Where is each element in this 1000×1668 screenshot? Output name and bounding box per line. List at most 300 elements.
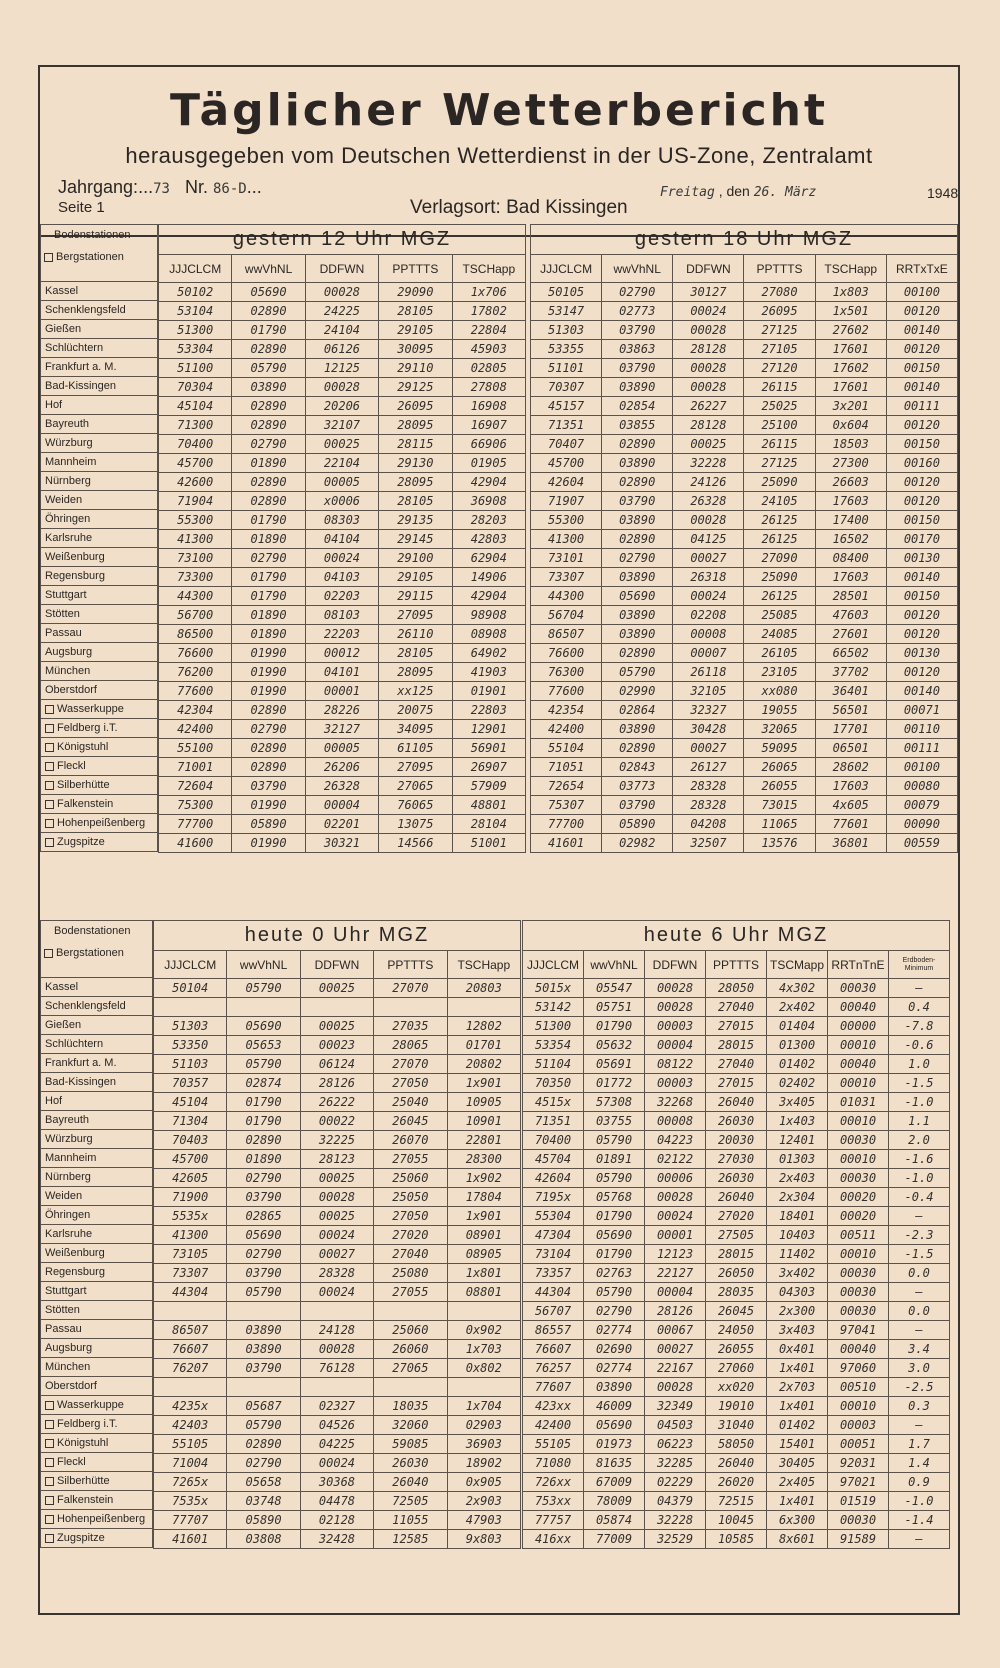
table-cell: 00071 xyxy=(886,701,957,720)
table-cell: 51300 xyxy=(523,1017,584,1036)
table-cell: 00004 xyxy=(645,1283,706,1302)
table-cell: 26040 xyxy=(706,1188,767,1207)
station-name-text: Wasserkuppe xyxy=(57,1399,124,1411)
table-cell: 70350 xyxy=(523,1074,584,1093)
berg-label-text: Bergstationen xyxy=(56,251,124,263)
table-cell: 32060 xyxy=(374,1416,447,1435)
table-row xyxy=(531,359,958,378)
table-row xyxy=(154,1055,521,1074)
table-cell: 20206 xyxy=(305,397,378,416)
table-cell: 97041 xyxy=(828,1321,889,1340)
station-name-text: Oberstdorf xyxy=(45,1380,97,1392)
table-cell: 08122 xyxy=(645,1055,706,1074)
table-cell: 3x403 xyxy=(767,1321,828,1340)
table-row xyxy=(531,701,958,720)
station-name-text: Nürnberg xyxy=(45,1171,91,1183)
table-cell: 01890 xyxy=(227,1150,300,1169)
table-cell: 12901 xyxy=(452,720,525,739)
table-cell: 42904 xyxy=(452,587,525,606)
table-row xyxy=(531,416,958,435)
table-row xyxy=(523,979,950,998)
table-cell: 1x901 xyxy=(447,1207,520,1226)
table-cell: 03808 xyxy=(227,1530,300,1549)
table-cell: 3x201 xyxy=(815,397,886,416)
table-cell: 00027 xyxy=(300,1245,373,1264)
table-cell: 01772 xyxy=(584,1074,645,1093)
table-cell: 05690 xyxy=(584,1226,645,1245)
table-row xyxy=(159,378,526,397)
station-name xyxy=(40,1187,153,1206)
table-cell: 55300 xyxy=(159,511,232,530)
square-marker-icon xyxy=(45,1439,54,1448)
column-header: PPTTTS xyxy=(374,951,447,979)
table-cell xyxy=(447,1378,520,1397)
table-cell: 26055 xyxy=(706,1340,767,1359)
table-row xyxy=(154,1321,521,1340)
column-header: DDFWN xyxy=(645,951,706,979)
table-cell: 01990 xyxy=(232,663,305,682)
station-name-text: Augsburg xyxy=(45,646,93,658)
table-cell: 00030 xyxy=(828,1302,889,1321)
table-cell: 53142 xyxy=(523,998,584,1017)
table-cell: 26030 xyxy=(374,1454,447,1473)
station-name-text: Öhringen xyxy=(45,513,91,525)
table-cell: 02790 xyxy=(232,435,305,454)
table-cell: 02790 xyxy=(602,283,673,302)
table-cell: -1.0 xyxy=(889,1169,950,1188)
table-cell: 76300 xyxy=(531,663,602,682)
table-row xyxy=(523,998,950,1017)
table-cell: 0.4 xyxy=(889,998,950,1017)
station-name-text: Hohenpeißenberg xyxy=(57,817,146,829)
table-cell: 28128 xyxy=(673,416,744,435)
table-cell: – xyxy=(889,1416,950,1435)
table-cell: 47603 xyxy=(815,606,886,625)
table-cell: 20075 xyxy=(379,701,452,720)
table-cell: 00067 xyxy=(645,1321,706,1340)
table-cell: 00130 xyxy=(886,644,957,663)
table-cell: 02854 xyxy=(602,397,673,416)
table-cell: -2.5 xyxy=(889,1378,950,1397)
berg-label-text: Bergstationen xyxy=(56,947,124,959)
table-cell: 2x300 xyxy=(767,1302,828,1321)
table-cell: 03890 xyxy=(584,1378,645,1397)
table-cell: 45700 xyxy=(531,454,602,473)
station-name xyxy=(40,1168,153,1187)
table-cell: 26050 xyxy=(706,1264,767,1283)
table-row xyxy=(523,1492,950,1511)
table-cell: 16907 xyxy=(452,416,525,435)
table-cell: 05790 xyxy=(584,1169,645,1188)
table-cell: 71900 xyxy=(154,1188,227,1207)
table-cell: 02890 xyxy=(602,530,673,549)
table-cell: 19055 xyxy=(744,701,815,720)
table-cell: 03790 xyxy=(232,777,305,796)
table-cell: xx125 xyxy=(379,682,452,701)
station-name-text: Stötten xyxy=(45,1304,80,1316)
table-row xyxy=(159,606,526,625)
table-cell: 01790 xyxy=(232,511,305,530)
table-cell: 02890 xyxy=(232,758,305,777)
table-cell: 77009 xyxy=(584,1530,645,1549)
square-marker-icon xyxy=(45,819,54,828)
station-name xyxy=(40,1434,153,1453)
table-cell: 0.3 xyxy=(889,1397,950,1416)
table-cell: 42304 xyxy=(159,701,232,720)
table-cell: 00024 xyxy=(305,549,378,568)
table-cell: 27065 xyxy=(374,1359,447,1378)
table-cell: 01890 xyxy=(232,606,305,625)
table-cell: 02890 xyxy=(602,473,673,492)
table-row xyxy=(159,815,526,834)
table-cell: 00010 xyxy=(828,1112,889,1131)
table-cell: 01404 xyxy=(767,1017,828,1036)
table-row xyxy=(159,530,526,549)
table-cell: 00024 xyxy=(673,587,744,606)
table-cell: 11065 xyxy=(744,815,815,834)
table-cell: 1.1 xyxy=(889,1112,950,1131)
table-cell: 44300 xyxy=(531,587,602,606)
table-cell: 76600 xyxy=(159,644,232,663)
square-marker-icon xyxy=(45,724,54,733)
station-name xyxy=(40,567,158,586)
table-row xyxy=(159,397,526,416)
table-cell: 08901 xyxy=(447,1226,520,1245)
table-cell: 25050 xyxy=(374,1188,447,1207)
table-cell: 01990 xyxy=(232,644,305,663)
table-cell: 04303 xyxy=(767,1283,828,1302)
square-marker-icon xyxy=(45,743,54,752)
table-cell: 05890 xyxy=(232,815,305,834)
table-cell: 4235x xyxy=(154,1397,227,1416)
table-cell: 27050 xyxy=(374,1074,447,1093)
table-cell: 32107 xyxy=(305,416,378,435)
table-row xyxy=(159,492,526,511)
table-cell: 02774 xyxy=(584,1359,645,1378)
table-cell: 03890 xyxy=(602,625,673,644)
table-cell: 28095 xyxy=(379,416,452,435)
table-cell: 28035 xyxy=(706,1283,767,1302)
table-cell: 02790 xyxy=(227,1169,300,1188)
table-cell: 42803 xyxy=(452,530,525,549)
table-cell: 55105 xyxy=(523,1435,584,1454)
table-row xyxy=(154,1150,521,1169)
station-header xyxy=(40,920,153,978)
table-cell: 4x302 xyxy=(767,979,828,998)
table-cell: 24085 xyxy=(744,625,815,644)
table-cell: 20802 xyxy=(447,1055,520,1074)
table-row xyxy=(531,815,958,834)
station-name xyxy=(40,377,158,396)
station-name-text: Passau xyxy=(45,627,82,639)
table-row xyxy=(531,663,958,682)
station-name xyxy=(40,814,158,833)
table-cell: 17804 xyxy=(447,1188,520,1207)
table-cell: 86500 xyxy=(159,625,232,644)
table-cell: 17802 xyxy=(452,302,525,321)
table-cell: 01402 xyxy=(767,1055,828,1074)
table-cell: 12802 xyxy=(447,1017,520,1036)
square-marker-icon xyxy=(45,1458,54,1467)
table-row xyxy=(154,1283,521,1302)
table-cell: 26907 xyxy=(452,758,525,777)
square-marker-icon xyxy=(44,949,53,958)
table-cell: 67009 xyxy=(584,1473,645,1492)
table-row xyxy=(523,1188,950,1207)
table-cell: 17601 xyxy=(815,378,886,397)
table-cell: 29130 xyxy=(379,454,452,473)
table-cell: 1x803 xyxy=(815,283,886,302)
station-name xyxy=(40,548,158,567)
table-cell: 29105 xyxy=(379,321,452,340)
table-cell: 26115 xyxy=(744,435,815,454)
table-row xyxy=(531,454,958,473)
table-cell: 02890 xyxy=(232,739,305,758)
table-row xyxy=(154,1093,521,1112)
table-row xyxy=(523,1245,950,1264)
table-cell: 15401 xyxy=(767,1435,828,1454)
table-cell: 76607 xyxy=(154,1340,227,1359)
table-cell: 22203 xyxy=(305,625,378,644)
table-cell: 24105 xyxy=(744,492,815,511)
station-name-text: Gießen xyxy=(45,323,82,335)
table-cell: 29110 xyxy=(379,359,452,378)
table-cell: 50102 xyxy=(159,283,232,302)
table-cell: 51101 xyxy=(531,359,602,378)
station-name xyxy=(40,396,158,415)
table-row xyxy=(523,1359,950,1378)
station-name xyxy=(40,605,158,624)
table-cell: 41300 xyxy=(154,1226,227,1245)
table-cell: 57308 xyxy=(584,1093,645,1112)
table-cell: 03863 xyxy=(602,340,673,359)
table-cell: 2x405 xyxy=(767,1473,828,1492)
table-cell: 27060 xyxy=(706,1359,767,1378)
table-cell: 27055 xyxy=(374,1150,447,1169)
table-cell: 3x402 xyxy=(767,1264,828,1283)
table-cell: 00008 xyxy=(645,1112,706,1131)
table-cell: 24128 xyxy=(300,1321,373,1340)
table-cell: 75307 xyxy=(531,796,602,815)
issue-info: Jahrgang:...73 Nr. 86-D... xyxy=(58,177,262,197)
table-cell: 05790 xyxy=(584,1131,645,1150)
square-marker-icon xyxy=(45,1496,54,1505)
table-cell: 22127 xyxy=(645,1264,706,1283)
table-cell: 97060 xyxy=(828,1359,889,1378)
table-cell: 70304 xyxy=(159,378,232,397)
table-cell: 51303 xyxy=(154,1017,227,1036)
table-cell: 42400 xyxy=(523,1416,584,1435)
table-cell: 26020 xyxy=(706,1473,767,1492)
table-cell: 00025 xyxy=(673,435,744,454)
table-cell: 00051 xyxy=(828,1435,889,1454)
table-cell: 06223 xyxy=(645,1435,706,1454)
table-cell: 02763 xyxy=(584,1264,645,1283)
station-name-text: Schlüchtern xyxy=(45,1038,104,1050)
table-cell: 03790 xyxy=(602,796,673,815)
table-cell: 70400 xyxy=(523,1131,584,1150)
table-row xyxy=(154,1359,521,1378)
table-cell: 27602 xyxy=(815,321,886,340)
table-row xyxy=(154,1188,521,1207)
station-name xyxy=(40,1415,153,1434)
table-cell: 08905 xyxy=(447,1245,520,1264)
station-name-text: Karlsruhe xyxy=(45,532,93,544)
table-cell: 76607 xyxy=(523,1340,584,1359)
table-cell: 32507 xyxy=(673,834,744,853)
table-row xyxy=(154,1112,521,1131)
table-cell: 03890 xyxy=(602,378,673,397)
table-row xyxy=(154,1473,521,1492)
table-cell: 45903 xyxy=(452,340,525,359)
table-cell: 27070 xyxy=(374,979,447,998)
station-name-text: Silberhütte xyxy=(57,779,110,791)
table-cell: 17602 xyxy=(815,359,886,378)
table-row xyxy=(159,739,526,758)
table-cell: 17400 xyxy=(815,511,886,530)
table-row xyxy=(523,1397,950,1416)
column-header: JJJCLCM xyxy=(523,951,584,979)
table-cell: 01790 xyxy=(584,1017,645,1036)
station-name xyxy=(40,795,158,814)
table-cell: 03890 xyxy=(227,1321,300,1340)
column-header: wwVhNL xyxy=(584,951,645,979)
station-name xyxy=(40,719,158,738)
table-cell: 53147 xyxy=(531,302,602,321)
table-cell: 03890 xyxy=(602,568,673,587)
table-cell: 00008 xyxy=(673,625,744,644)
table-cell xyxy=(374,1302,447,1321)
table-cell: 27020 xyxy=(374,1226,447,1245)
table-row xyxy=(523,1207,950,1226)
table-cell: 56901 xyxy=(452,739,525,758)
column-header: JJJCLCM xyxy=(531,255,602,283)
table-cell: 01790 xyxy=(232,587,305,606)
table-row xyxy=(531,834,958,853)
station-name xyxy=(40,681,158,700)
table-cell xyxy=(300,1378,373,1397)
station-name xyxy=(40,1244,153,1263)
panel-title: heute 6 Uhr MGZ xyxy=(523,921,950,951)
table-cell: 81635 xyxy=(584,1454,645,1473)
station-name-text: Kassel xyxy=(45,285,79,297)
panel-heute-0 xyxy=(153,920,521,1549)
table-cell: 1x501 xyxy=(815,302,886,321)
table-cell: 92031 xyxy=(828,1454,889,1473)
table-cell: -0.6 xyxy=(889,1036,950,1055)
table-cell: 02773 xyxy=(602,302,673,321)
table-cell: 36401 xyxy=(815,682,886,701)
column-header: JJJCLCM xyxy=(154,951,227,979)
table-cell: 00040 xyxy=(828,1055,889,1074)
table-cell: 51300 xyxy=(159,321,232,340)
table-cell: 02864 xyxy=(602,701,673,720)
table-cell: 05687 xyxy=(227,1397,300,1416)
table-cell: 73105 xyxy=(154,1245,227,1264)
table-cell: 76128 xyxy=(300,1359,373,1378)
table-row xyxy=(154,1397,521,1416)
table-row xyxy=(159,682,526,701)
table-cell: 22167 xyxy=(645,1359,706,1378)
table-row xyxy=(159,283,526,302)
table-cell: 28328 xyxy=(673,796,744,815)
square-marker-icon xyxy=(45,1534,54,1543)
table-cell: 02690 xyxy=(584,1340,645,1359)
table-cell: 10585 xyxy=(706,1530,767,1549)
table-cell: 00006 xyxy=(645,1169,706,1188)
table-cell: 02990 xyxy=(602,682,673,701)
table-row xyxy=(159,796,526,815)
station-name xyxy=(40,415,158,434)
table-cell: 1x706 xyxy=(452,283,525,302)
table-cell: 70400 xyxy=(159,435,232,454)
station-name xyxy=(40,1396,153,1415)
table-cell: 00100 xyxy=(886,283,957,302)
table-cell: 66906 xyxy=(452,435,525,454)
nr-value: 86-D xyxy=(212,181,247,197)
table-cell: 86507 xyxy=(154,1321,227,1340)
table-cell: 03890 xyxy=(602,454,673,473)
table-row xyxy=(531,435,958,454)
column-header: TSCHapp xyxy=(452,255,525,283)
table-cell: 26065 xyxy=(744,758,815,777)
table-cell: 32268 xyxy=(645,1093,706,1112)
table-row xyxy=(531,568,958,587)
table-cell: 77757 xyxy=(523,1511,584,1530)
table-cell: 47304 xyxy=(523,1226,584,1245)
table-cell: 26040 xyxy=(374,1473,447,1492)
table-cell: 02890 xyxy=(232,701,305,720)
table-cell: 41601 xyxy=(531,834,602,853)
table-cell: 04379 xyxy=(645,1492,706,1511)
table-row xyxy=(531,625,958,644)
station-name xyxy=(40,1130,153,1149)
station-name-text: Würzburg xyxy=(45,1133,93,1145)
table-cell: 29135 xyxy=(379,511,452,530)
table-row xyxy=(523,1435,950,1454)
station-name xyxy=(40,434,158,453)
station-name-text: München xyxy=(45,665,91,677)
table-cell: 00030 xyxy=(828,1264,889,1283)
table-cell: 26105 xyxy=(744,644,815,663)
table-cell: 26040 xyxy=(706,1093,767,1112)
table-cell: 26118 xyxy=(673,663,744,682)
table-cell: 42604 xyxy=(531,473,602,492)
table-cell xyxy=(447,1302,520,1321)
station-name xyxy=(40,978,153,997)
station-name-text: Hof xyxy=(45,1095,63,1107)
station-name xyxy=(40,320,158,339)
table-cell: 08801 xyxy=(447,1283,520,1302)
table-cell: 72654 xyxy=(531,777,602,796)
report-title: Täglicher Wetterbericht xyxy=(169,85,829,136)
table-cell: 16502 xyxy=(815,530,886,549)
table-cell: 00025 xyxy=(300,1207,373,1226)
table-cell: 02890 xyxy=(232,473,305,492)
table-cell: 51103 xyxy=(154,1055,227,1074)
table-cell: 25090 xyxy=(744,473,815,492)
table-cell: 26110 xyxy=(379,625,452,644)
table-cell: 05690 xyxy=(232,283,305,302)
table-cell: 45104 xyxy=(154,1093,227,1112)
station-name xyxy=(40,282,158,301)
table-cell: 36801 xyxy=(815,834,886,853)
table-row xyxy=(531,492,958,511)
table-cell: 05790 xyxy=(227,979,300,998)
table-cell: 5015x xyxy=(523,979,584,998)
station-name xyxy=(40,1510,153,1529)
table-cell: 17603 xyxy=(815,777,886,796)
